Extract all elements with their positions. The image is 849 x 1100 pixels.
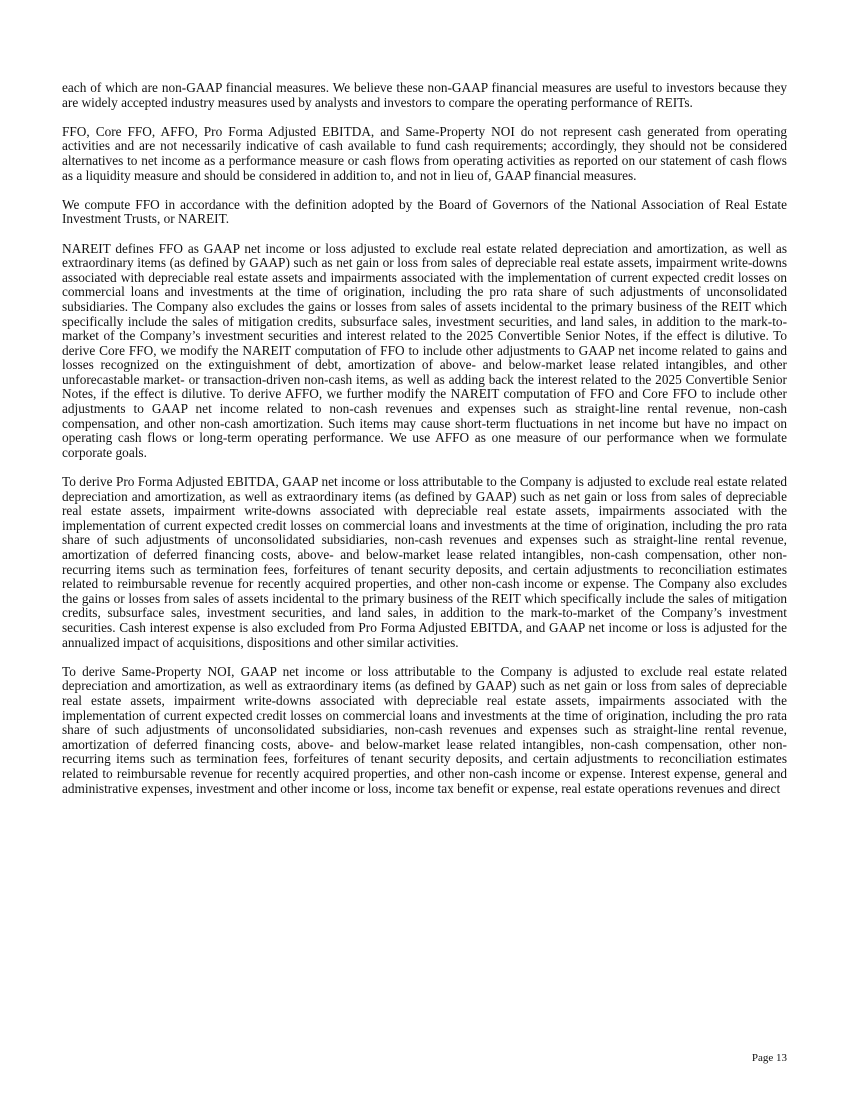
body-text xyxy=(62,81,787,796)
paragraph-pro-forma-ebitda: To derive Pro Forma Adjusted EBITDA, GAAP net income or loss attributable to the Company is adjusted to exclude real estate related depreciation and amortization, as well as extraordinary items (as defined by GAAP) such as net gain or loss from sales of depreciable real estate assets, impairment write-downs associated with depreciable real estate assets, impairments associated with the implementation of current expected credit losses on commercial loans and investments at the time of origination, including the pro rata share of such adjustments of unconsolidated subsidiaries, non-cash revenues and expenses such as straight-line rental revenue, amortization of deferred financing costs, above- and below-market lease related intangibles, non-cash compensation, other non-recurring items such as termination fees, forfeitures of tenant security deposits, and certain adjustments to reconciliation estimates related to reimbursable revenue for recently acquired properties, and other non-cash income or expense. The Company also excludes the gains or losses from sales of assets incidental to the primary business of the REIT which specifically include the sales of mitigation credits, subsurface sales, investment securities, and land sales, in addition to the mark-to-market of the Company’s investment securities. Cash interest expense is also excluded from Pro Forma Adjusted EBITDA, and GAAP net income or loss is adjusted for the annualized impact of acquisitions, dispositions and other similar activities. xyxy=(62,474,787,650)
page-number: Page 13 xyxy=(751,1052,787,1064)
paragraph-ffo-nareit: We compute FFO in accordance with the definition adopted by the Board of Governors of the National Association of Real Estate Investment Trusts, or NAREIT. xyxy=(62,196,787,227)
paragraph-non-gaap-usefulness: each of which are non-GAAP financial measures. We believe these non-GAAP financial measures are useful to investors because they are widely accepted industry measures used by analysts and investors to compare the operating performance of REITs. xyxy=(62,80,787,110)
paragraph-nareit-definition: NAREIT defines FFO as GAAP net income or loss adjusted to exclude real estate related depreciation and amortization, as well as extraordinary items (as defined by GAAP) such as net gain or loss from sales of depreciable real estate assets, impairment write-downs associated with depreciable real estate assets and impairments associated with the implementation of current expected credit losses on commercial loans and investments at the time of origination, including the pro rata share of such adjustments of unconsolidated subsidiaries. The Company also excludes the gains or losses from sales of assets incidental to the primary business of the REIT which specifically include the sales of mitigation credits, subsurface sales, investment securities, and land sales, in addition to the mark-to-market of the Company’s investment securities and interest related to the 2025 Convertible Senior Notes, if the effect is dilutive. To derive Core FFO, we modify the NAREIT computation of FFO to include other adjustments to GAAP net income related to gains and losses recognized on the extinguishment of debt, amortization of above- and below-market lease related intangibles, and other unforecastable market- or transaction-driven non-cash items, as well as adding back the interest related to the 2025 Convertible Senior Notes, if the effect is dilutive. To derive AFFO, we further modify the NAREIT computation of FFO and Core FFO to include other adjustments to GAAP net income related to non-cash revenues and expenses such as straight-line rental revenue, non-cash compensation, and other non-cash amortization. Such items may cause short-term fluctuations in net income but have no impact on operating cash flows or long-term operating performance. We use AFFO as one measure of our performance when we formulate corporate goals. xyxy=(62,240,787,460)
paragraph-not-cash-generated: FFO, Core FFO, AFFO, Pro Forma Adjusted EBITDA, and Same-Property NOI do not represent cash generated from operating activities and are not necessarily indicative of cash available to fund cash requirements; accordingly, they should not be considered alternatives to net income as a performance measure or cash flows from operating activities as reported on our statement of cash flows as a liquidity measure and should be considered in addition to, and not in lieu of, GAAP financial measures. xyxy=(62,123,787,183)
paragraph-same-property-noi: To derive Same-Property NOI, GAAP net income or loss attributable to the Company is adjusted to exclude real estate related depreciation and amortization, as well as extraordinary items (as defined by GAAP) such as net gain or loss from sales of depreciable real estate assets, impairment write-downs associated with depreciable real estate assets, impairments associated with the implementation of current expected credit losses on commercial loans and investments at the time of origination, including the pro rata share of such adjustments of unconsolidated subsidiaries, non-cash revenues and expenses such as straight-line rental revenue, amortization of deferred financing costs, above- and below-market lease related intangibles, non-cash compensation, other non-recurring items such as termination fees, forfeitures of tenant security deposits, and certain adjustments to reconciliation estimates related to reimbursable revenue for recently acquired properties, and other non-cash income or expense. Interest expense, general and administrative expenses, investment and other income or loss, income tax benefit or expense, real estate operations revenues and direct xyxy=(62,663,787,796)
